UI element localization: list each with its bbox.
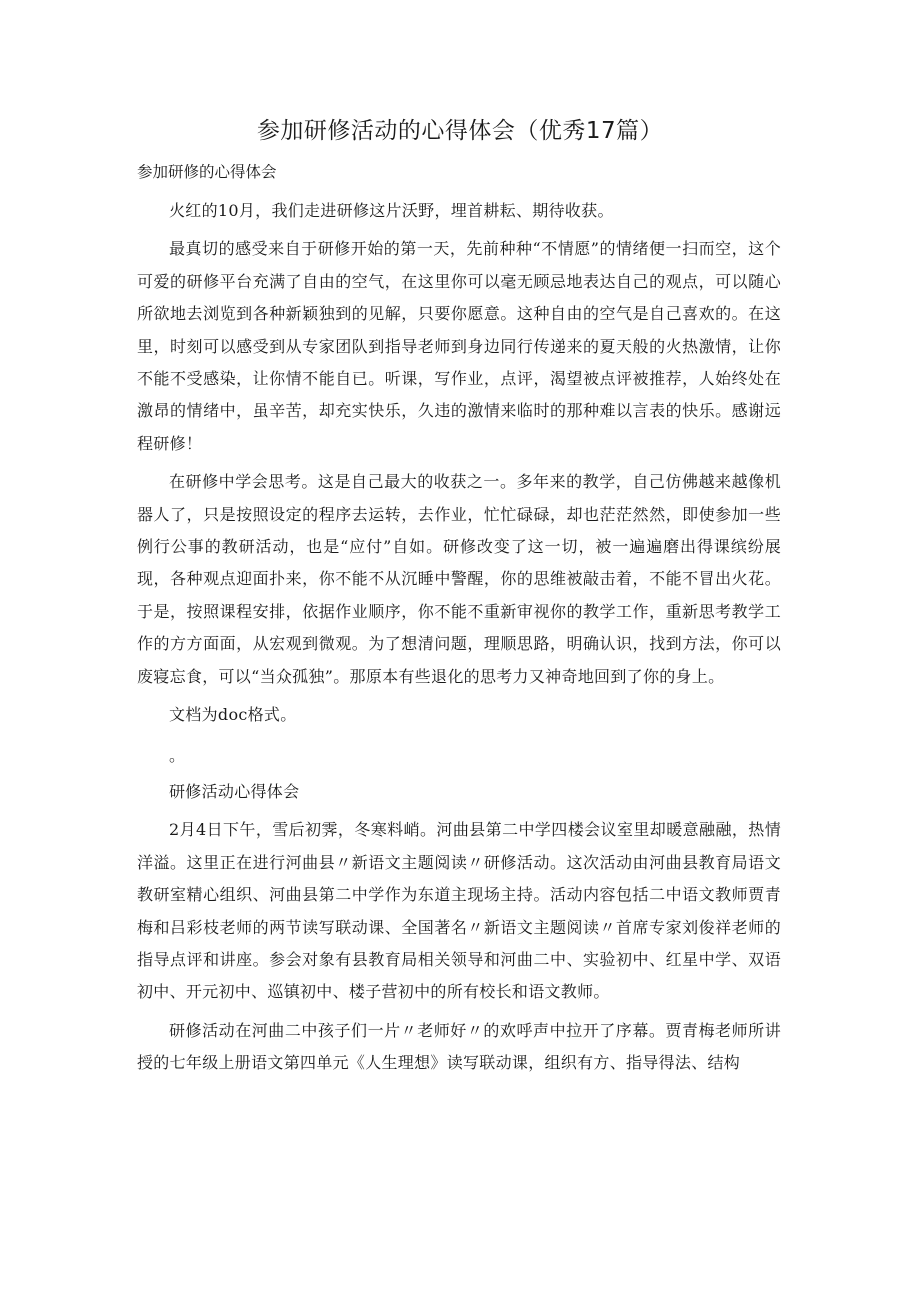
paragraph: 火红的10月，我们走进研修这片沃野，埋首耕耘、期待收获。	[169, 201, 614, 220]
paragraph: 在研修中学会思考。这是自己最大的收获之一。多年来的教学，自己仿佛越来越像机器人了，只是按照设定的程序去运转，去作业，忙忙碌碌，却也茫茫然然，即使参加一些例行公事的教研活动，也是“应付”自如。研修改变了这一切，被一遍遍磨出得课缤纷展现，各种观点迎面扑来，你不能不从沉睡中警醒，你的思维被敲击着，不能不冒出火花。于是，按照课程安排，依据作业顺序，你不能不重新审视你的教学工作，重新思考教学工作的方方面面，从宏观到微观。为了想清问题，理顺思路，明确认识，找到方法，你可以废寝忘食，可以“当众孤独”。那原本有些退化的思考力又神奇地回到了你的身上。	[137, 472, 781, 686]
document-title: 参加研修活动的心得体会（优秀17篇）	[256, 118, 664, 144]
paragraph: 。	[169, 745, 186, 765]
section-heading-1: 参加研修的心得体会	[137, 163, 277, 181]
paragraph: 2月4日下午，雪后初霁，冬寒料峭。河曲县第二中学四楼会议室里却暖意融融，热情洋溢。这里正在进行河曲县〃新语文主题阅读〃研修活动。这次活动由河曲县教育局语文教研室精心组织、河曲县第二中学作为东道主现场主持。活动内容包括二中语文教师贾青梅和吕彩枝老师的两节读写联动课、全国著名〃新语文主题阅读〃首席专家刘俊祥老师的指导点评和讲座。参会对象有县教育局相关领导和河曲二中、实验初中、红星中学、双语初中、开元初中、巡镇初中、楼子营初中的所有校长和语文教师。	[137, 820, 781, 1002]
paragraph: 最真切的感受来自于研修开始的第一天，先前种种“不情愿”的情绪便一扫而空，这个可爱的研修平台充满了自由的空气，在这里你可以毫无顾忌地表达自己的观点，可以随心所欲地去浏览到各种新颖独到的见解，只要你愿意。这种自由的空气是自己喜欢的。在这里，时刻可以感受到从专家团队到指导老师到身边同行传递来的夏天般的火热激情，让你不能不受感染，让你情不能自已。听课，写作业，点评，渴望被点评被推荐，人始终处在激昂的情绪中，虽辛苦，却充实快乐，久违的激情来临时的那种难以言表的快乐。感谢远程研修！	[137, 239, 781, 453]
paragraph: 研修活动在河曲二中孩子们一片〃老师好〃的欢呼声中拉开了序幕。贾青梅老师所讲授的七年级上册语文第四单元《人生理想》读写联动课，组织有方、指导得法、结构	[137, 1020, 781, 1073]
section-heading-2: 研修活动心得体会	[169, 781, 300, 801]
paragraph: 文档为doc格式。	[169, 705, 297, 725]
document-body	[137, 195, 781, 1086]
